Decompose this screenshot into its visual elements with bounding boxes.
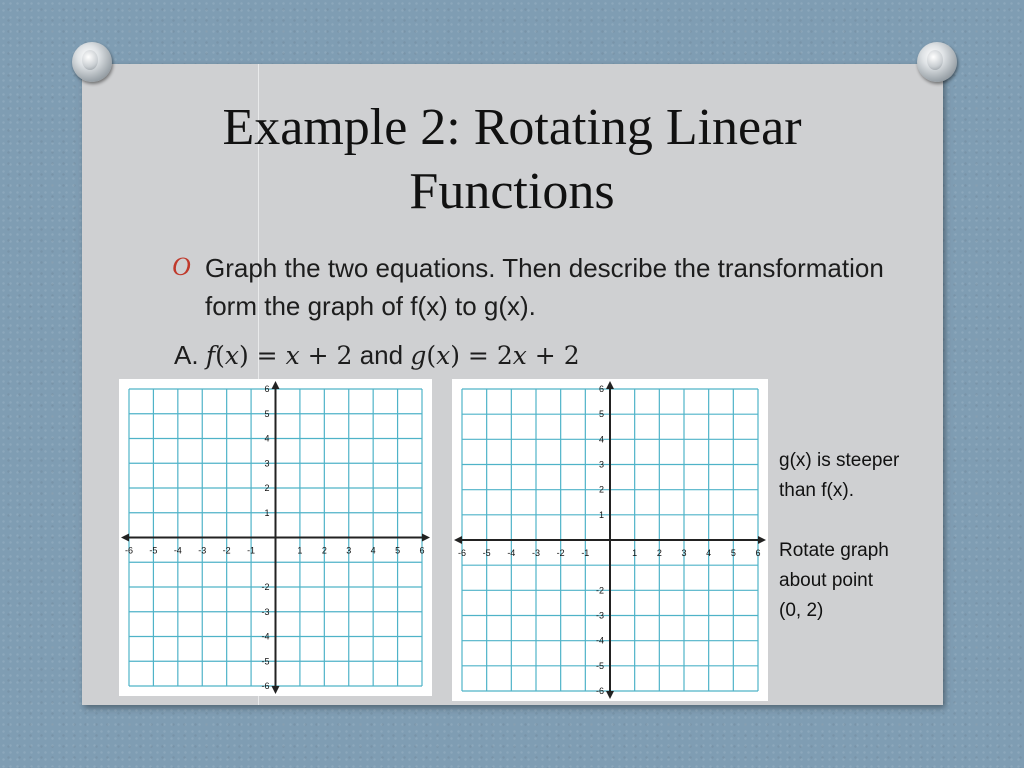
y-tick-label: -4 — [261, 631, 270, 642]
x-tick-label: 2 — [656, 548, 662, 558]
x-tick-label: 6 — [755, 548, 761, 558]
x-tick-label: -1 — [581, 548, 590, 558]
y-tick-label: -3 — [595, 610, 604, 621]
y-tick-label: 5 — [264, 408, 270, 419]
equation-line — [174, 336, 580, 375]
x-tick-label: -3 — [531, 548, 541, 558]
slide-title: Example 2: Rotating Linear Functions — [222, 99, 802, 220]
x-tick-label: -2 — [556, 548, 565, 558]
y-tick-label: 5 — [598, 409, 604, 420]
x-tick-label: -5 — [149, 545, 158, 556]
x-tick-label: -4 — [507, 548, 516, 558]
y-tick-label: -6 — [261, 681, 270, 691]
y-tick-label: 4 — [264, 433, 270, 444]
x-tick-label: -1 — [247, 545, 256, 556]
y-tick-label: 4 — [598, 434, 604, 445]
x-axis-arrow-icon — [422, 534, 430, 542]
bullet-marker: O — [172, 252, 191, 281]
y-tick-label: -2 — [261, 582, 270, 592]
y-tick-label: -3 — [261, 606, 270, 617]
connector-text: and — [359, 340, 404, 370]
x-tick-label: -5 — [482, 548, 491, 558]
coordinate-grid-left — [119, 379, 432, 696]
pushpin-icon — [72, 42, 112, 82]
grid-svg-left — [119, 379, 432, 696]
y-tick-label: 2 — [264, 483, 270, 493]
y-tick-label: -4 — [595, 635, 604, 646]
y-axis-arrow-icon — [606, 381, 614, 389]
x-axis-arrow-icon — [758, 536, 766, 544]
note-line: than f(x). — [779, 480, 854, 501]
note-line: (0, 2) — [779, 600, 824, 621]
y-axis-arrow-icon — [272, 381, 280, 389]
pushpin-icon — [917, 42, 957, 82]
equation-f: f(x) = x + 2 — [205, 341, 353, 370]
x-axis-arrow-icon — [454, 536, 462, 544]
x-tick-label: 1 — [632, 548, 638, 558]
note-line: about point — [779, 570, 874, 591]
y-axis-arrow-icon — [606, 691, 614, 699]
y-tick-label: 6 — [264, 384, 270, 394]
y-tick-label: 3 — [264, 458, 270, 469]
bullet-text: Graph the two equations. Then describe the transformation form the graph of f(x) to g(x). — [205, 253, 884, 321]
x-tick-label: -4 — [173, 545, 182, 556]
y-tick-label: -5 — [261, 656, 270, 667]
x-tick-label: 6 — [419, 545, 425, 556]
y-tick-label: -2 — [595, 585, 604, 596]
coordinate-grid-right — [452, 379, 768, 701]
part-label: A. — [174, 340, 199, 370]
y-tick-label: 6 — [598, 384, 604, 394]
x-tick-label: 3 — [681, 548, 687, 558]
note-line: g(x) is steeper — [779, 450, 900, 471]
equation-g: g(x) = 2x + 2 — [410, 341, 580, 370]
x-axis-arrow-icon — [121, 534, 129, 542]
note-line: Rotate graph — [779, 540, 889, 561]
x-tick-label: 5 — [395, 545, 401, 556]
x-tick-label: 4 — [706, 548, 712, 558]
x-tick-label: 5 — [730, 548, 736, 558]
x-tick-label: 4 — [370, 545, 376, 556]
grid-svg-right — [452, 379, 768, 701]
x-tick-label: 3 — [346, 545, 352, 556]
transformation-note — [779, 446, 949, 626]
x-tick-label: -6 — [457, 548, 467, 558]
y-axis-arrow-icon — [272, 686, 280, 694]
y-tick-label: 3 — [598, 459, 604, 470]
x-tick-label: -6 — [124, 545, 134, 556]
y-tick-label: 1 — [598, 509, 604, 520]
y-tick-label: -6 — [595, 686, 604, 696]
y-tick-label: 1 — [264, 507, 270, 518]
y-tick-label: -5 — [595, 660, 604, 671]
x-tick-label: 1 — [297, 545, 303, 556]
y-tick-label: 2 — [598, 484, 604, 495]
x-tick-label: -2 — [222, 545, 231, 556]
x-tick-label: 2 — [321, 545, 327, 556]
x-tick-label: -3 — [198, 545, 207, 556]
